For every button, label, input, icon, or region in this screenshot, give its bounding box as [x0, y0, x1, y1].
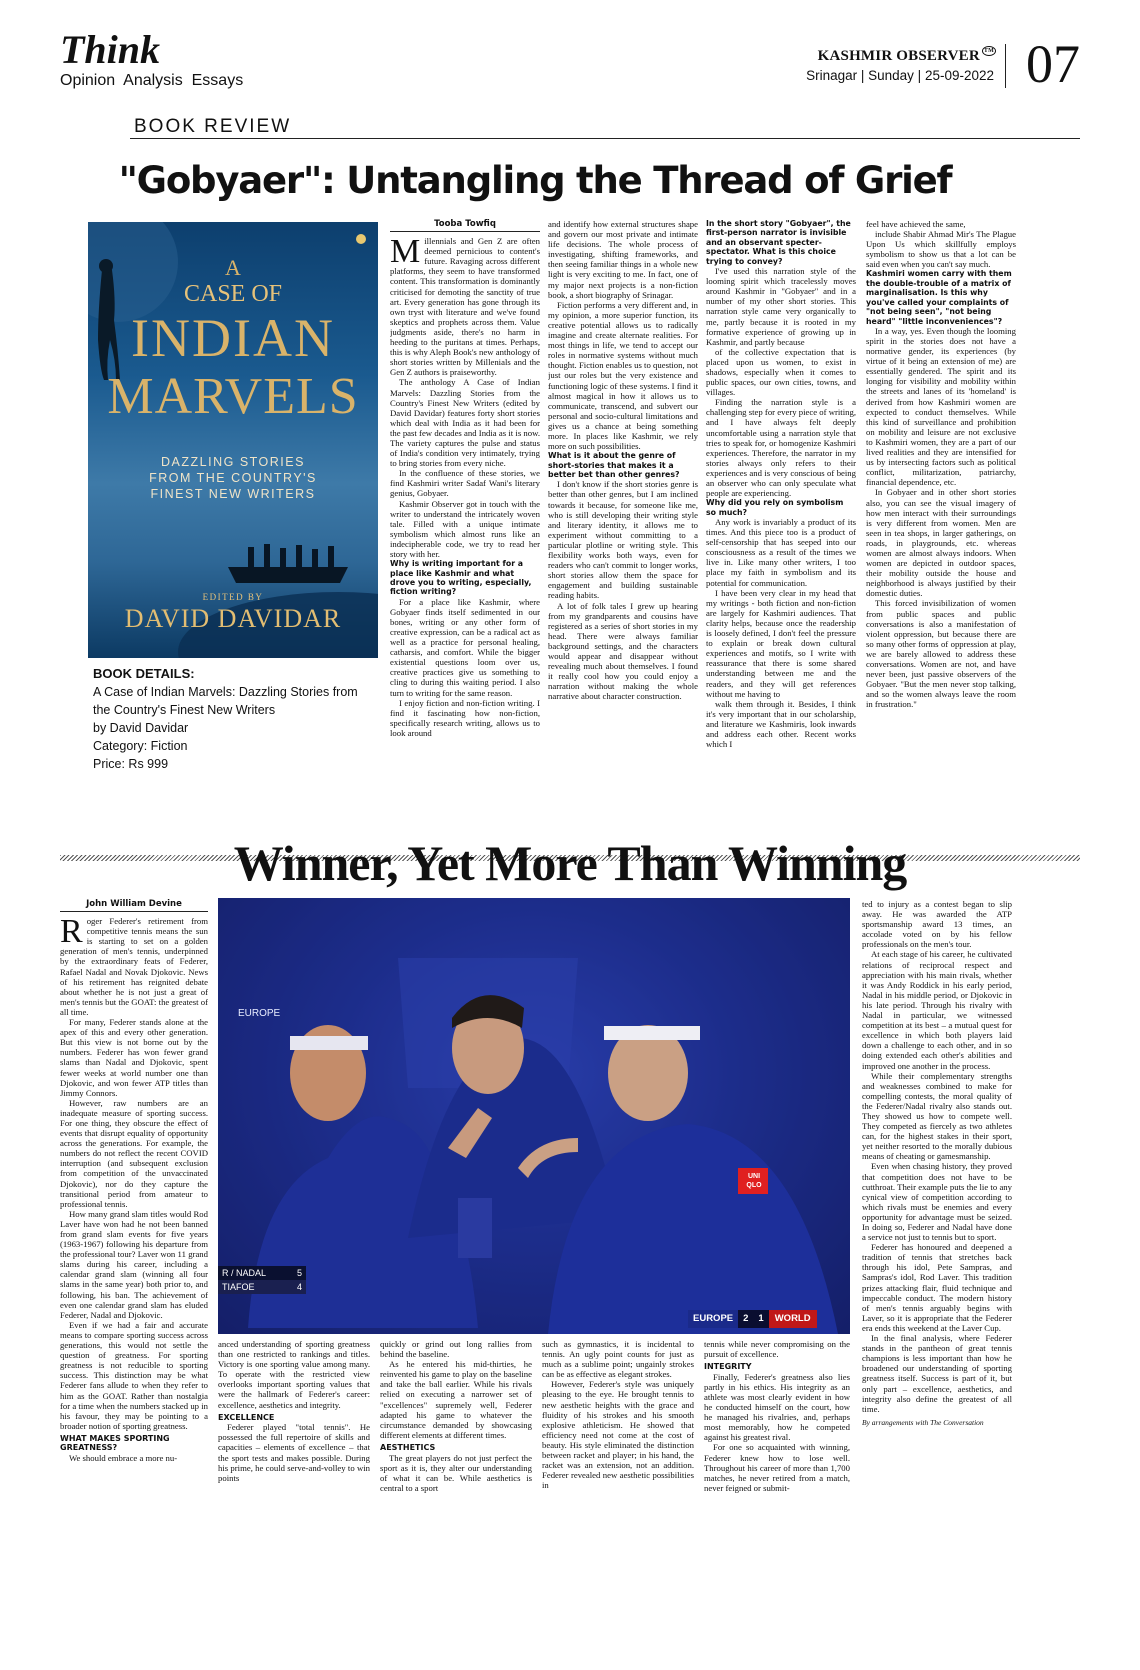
paragraph: In the confluence of these stories, we find Kashmiri writer Sadaf Wani's literary genius, Gobyaer.: [390, 468, 540, 499]
interview-question: In the short story "Gobyaer", the first-person narrator is invisible and an observant specter-spectator. What is this choice trying to convey?: [706, 219, 851, 266]
subheading: WHAT MAKES SPORTING GREATNESS?: [60, 1433, 170, 1453]
book-details-heading: BOOK DETAILS:: [93, 666, 195, 681]
kicker: BOOK REVIEW: [134, 116, 292, 137]
interview-question: Kashmiri women carry with them the double-trouble of a matrix of marginalisation. Is this why you've called your complaints of "not being seen", "not being heard" "little inconveniences"?: [866, 269, 1012, 326]
book-details-title: A Case of Indian Marvels: Dazzling Stories from the Country's Finest New Writers: [93, 685, 358, 717]
paragraph: Even when chasing history, they proved that competition does not have to be cutthroat. Their example puts the lie to any cynical view of competition according to which rivals must be enemies and every opportunity for advantage must be seized. In doing so, Federer and Nadal have done a service not just to tennis but to sport.: [862, 1161, 1012, 1243]
cover-editor: DAVID DAVIDAR: [124, 604, 342, 633]
book-details-category: Category: Fiction: [93, 739, 188, 753]
paragraph: and identify how external structures shape and govern our most private and intimate life decisions. The whole process of investigating, shifting frameworks, and then seeing familiar things in a whole new light is very exciting to me. In fact, one of my major next projects is a non-fiction book, a short biography of Srinagar.: [548, 219, 698, 300]
paragraph: The anthology A Case of Indian Marvels: Dazzling Stories from the Country's Finest New Writers (edited by David Davidar) features forty short stories which deal with India as it had been for the past few decades and India as it is now. The variety captures the pulse and status of India's condition very intimately, trying to bring stories from every niche.: [390, 377, 540, 469]
paragraph: of the collective expectation that is placed upon us women, to exist in shadows, especially when it comes to public spaces, our own cities, towns, and villages.: [706, 346, 856, 398]
paragraph: anced understanding of sporting greatness than one restricted to rankings and titles. Victory is one sporting value among many. To operate with the restricted view overlooks important sporting values that were the hallmark of Federer's career: excellence, aesthetics and integrity.: [218, 1339, 370, 1410]
paragraph: We should embrace a more nu-: [69, 1453, 178, 1464]
paper-name: KASHMIR OBSERVER ™: [817, 48, 994, 64]
paragraph: However, Federer's style was uniquely pleasing to the eye. He brought tennis to new aesthetic heights with the grace and fluidity of his strokes and his smooth explosive athleticism. He showed that efficiency need not come at the cost of beauty. His style eliminated the distinction between racket and player; in his hand, the racket was an extension, not an addition. Federer revealed new aesthetic possibilities in: [542, 1379, 694, 1491]
credit-line: By arrangements with The Conversation: [862, 1417, 984, 1427]
photo-illustration: [218, 898, 850, 1334]
paragraph: As he entered his mid-thirties, he reinvented his game to play on the baseline and take the ball earlier. While his rivals relied on executing a narrower set of "excellences" supremely well, Federer adapted his game to whatever the circumstance demanded by showcasing different elements at different times.: [380, 1359, 532, 1440]
shirt-logo: UNI QLO: [746, 1173, 762, 1189]
paragraph: Kashmir Observer got in touch with the writer to understand the intricately woven tale. Filled with a unique intimate symbolism which almost runs like an indecipherable code, we try to read her story with her.: [390, 498, 540, 559]
paragraph: ted to injury as a contest began to slip away. He was awarded the ATP sportsmanship award 13 times, an accolade voted on by his fellow professionals on the men's tour.: [862, 899, 1012, 950]
paragraph: I enjoy fiction and non-fiction writing. I find it fascinating how non-fiction, specifically research writing, allows us to look around: [390, 697, 540, 738]
paragraph: The great players do not just perfect the sport as it is, they alter our understanding of what it can be. While aesthetics is central to a sport: [380, 1452, 532, 1493]
scoreboard-courtside: R / NADAL 5 TIAFOE 4: [218, 1266, 306, 1294]
book-details-price: Price: Rs 999: [93, 757, 169, 771]
article1-column-1: Tooba Towfiq Millennials and Gen Z are often deemed pernicious to content's future. Ravaging across different platforms, they seem to have transformed content. This transformation is dominantly criticised for demoting the sanctity of true art. Every generation has gone through its own tryst with literature and we've found skeptics and prophets across them. Value judgments aside, there's no harm in heeding to the puritans at times. Perhaps, this is why Aleph Book's new anthology of short stories written by Millenials and the Gen Z authors is praiseworthy. The anthology A Case of Indian Marvels: Dazzling Stories from the Country's Finest New Writers (edited by David Davidar) features forty short stories which deal with India as it had been for the past few decades and India as it is now. The variety captures the pulse and status of India's condition very intimately, trying to bring stories from every niche. In the confluence of these stories, we find Kashmiri writer Sadaf Wani's literary genius, Gobyaer. Kashmir Observer got in touch with the writer to understand the intricately woven tale. Filled with a unique intimate symbolism which almost runs like an indecipherable code, we try to read her story with her. Why is writing important for a place like Kashmir and what drove you to writing, especially, fiction writing? For a place like Kashmir, where Gobyaer finds itself sedimented in our bones, writing or any other form of creative expression, can be a radical act as well as a practice for personal healing, catharsis, and comfort. While the bigger existential questions loom over us, creative practices give us something to cling to during this waiting period. I also turn to writing for the same reason. I enjoy fiction and non-fiction writing. I find it fascinating how non-fiction, specifically research writing, allows us to look around: [390, 219, 540, 738]
subheading: AESTHETICS: [380, 1442, 436, 1452]
paragraph: I don't know if the short stories genre is better than other genres, but I am inclined towards it because, for someone like me, who is still developing their writing style and literary identity, it allows me to experiment without committing to a particular plotline or writing style. This flexibility works both ways, even for readers who can't commit to longer works, short stories allow them the space for engagement and building sustainable reading habits.: [548, 479, 698, 601]
paragraph: In Gobyaer and in other short stories also, you can see the visual imagery of how men interact with their surroundings is very different from women. Men are seen in tea shops, in larger gatherings, on roads, in playgrounds, etc. whereas women are almost always indoors. When women are depicted in outdoor spaces, their mobility outside the house and neighborhood is always justified by their domestic duties.: [866, 487, 1016, 599]
cover-tagline: DAZZLING STORIES FROM THE COUNTRY'S FINEST NEW WRITERS: [149, 455, 317, 501]
paragraph: tennis while never compromising on the pursuit of excellence.: [704, 1339, 850, 1360]
paragraph: However, raw numbers are an inadequate measure of sporting success. For one thing, they obscure the effect of events that disrupt equality of opportunity across the generations. For example, the numbers do not reflect the recent COVID interruption (and subsequent exclusion from competition of the unvaccinated Djokovic), nor do they capture the transitional period from amateur to professional tennis.: [60, 1097, 208, 1209]
interview-question: Why did you rely on symbolism so much?: [706, 498, 844, 517]
paragraph: A lot of folk tales I grew up hearing from my grandparents and cousins have registered as a series of short stories in my head. There were always familiar background settings, and the characters would appear and disappear without revealing much about themselves. I found it really cool how you could enjoy a narration without making the whole narrative about character construction.: [548, 600, 698, 702]
article2-column-b4: [704, 1339, 850, 1517]
article1-column-4: [866, 219, 1016, 775]
interview-question: Why is writing important for a place like Kashmir and what drove you to writing, especially, fiction writing?: [390, 559, 532, 597]
page-number: 07: [1026, 34, 1080, 94]
paragraph: walk them through it. Besides, I think it's very important that in our scholarship, and literature we Kashmiris, look inwards and address each other. Recent works which I: [706, 698, 856, 750]
paragraph: At each stage of his career, he cultivated relations of reciprocal respect and appreciation with his main rivals, whether it was Andy Roddick in his early period, Nadal in his middle period, or Djokovic in his late period. Through his rivalry with Nadal in particular, we witnessed competition at its best – a mutual quest for excellence in which both players laid down a challenge to each other, and in so doing extended each other's abilities and improved one another in the process.: [862, 949, 1012, 1071]
team-score-banner: EUROPE 2 1 WORLD: [688, 1310, 838, 1328]
paragraph: How many grand slam titles would Rod Laver have won had he not been banned from grand slam events for five years (1963-1967) following his departure from the professional tour? Laver won 11 grand slams during his career, including a calendar grand slam (winning all four slams in the same year) both prior to, and following, his ban. The achievement of even one calendar grand slam has eluded Federer, Nadal and Djokovic.: [60, 1208, 208, 1320]
paragraph: In a way, yes. Even though the looming spirit in the stories does not have a normative gender, its experiences (by virtue of it being an extension of me) are essentially gendered. The spirit and its longing for visibility and mobility within the streets and lanes of its 'homeland' is derived from how Kashmiri women are expected to conduct themselves. While this kind of surveillance and prohibition on mobility and leisure are not exclusive to Kashmiri women, they are a part of our lived realities and they are intensified for us by intersecting factors such as political conflict, militarization, patriarchy, financial dependence, etc.: [866, 325, 1016, 488]
paragraph: Fiction performs a very different and, in my opinion, a more superior function, its creative potential allows us to radically imagine and create alternate realities. For most things in life, we tend to accept our roles in normative systems without much thought. Fiction enables us to question, not just our roles but the very existence and functioning logic of these systems. I find it almost magical in how it allows us to communicate, transcend, and subvert our personal and socio-cultural limitations and gives us a chance at being something more. In places like Kashmir, we rely more on such possibilities.: [548, 299, 698, 452]
dropcap: M: [390, 233, 421, 271]
paragraph: I've used this narration style of the looming spirit which tracelessly moves around Kashmir in "Gobyaer" and in a number of my other short stories. This narration style came very organically to me, partly because it is rooted in my formative experience of growing up in Kashmir, and partly because: [706, 266, 856, 347]
paragraph: Any work is invariably a product of its times. And this piece too is a product of self-censorship that has seeped into our consciousness as a result of the times we live in. Like many other writers, I too place my faith in symbolism and its potential for communication.: [706, 517, 856, 588]
article1-column-2: [548, 219, 698, 775]
dropcap: R: [60, 913, 83, 951]
article1-column-3: [706, 219, 856, 775]
paragraph: Finally, Federer's greatness also lies partly in his ethics. His integrity as an athlete was most clearly evident in how he conducted himself on the court, how he managed his rivalries, and, perhaps most memorably, how he competed against his greatest rival.: [704, 1371, 850, 1443]
paragraph: I have been very clear in my head that my writings - both fiction and non-fiction are largely for Kashmiri audiences. That clarity helps, because once the readership is loosely defined, I don't feel the pressure to explain or break down cultural experiences and motifs, so I write with reassurance that there is some shared understanding between me and the readers, and they will get references without me having to: [706, 587, 856, 699]
paragraph: For many, Federer stands alone at the apex of this and every other generation. But this view is not borne out by the numbers. Federer has won fewer grand slams than Nadal and Djokovic, spent fewer weeks at world number one than Djokovic, and won fewer ATP titles than Jimmy Connors.: [60, 1017, 208, 1098]
section-title: Think: [60, 27, 161, 72]
trademark-mark: TM: [983, 48, 994, 54]
subheading: INTEGRITY: [704, 1362, 752, 1372]
paragraph: quickly or grind out long rallies from behind the baseline.: [380, 1339, 532, 1360]
paragraph: For one so acquainted with winning, Federer knew how to lose well. Throughout his career of more than 1,700 matches, he never retired from a match, never feigned or submit-: [704, 1442, 850, 1493]
paragraph: In the final analysis, where Federer stands in the pantheon of great tennis champions is less important than how he broadened our understanding of sporting greatness itself. Success is part of it, but only part – excellence, aesthetics, and integrity also define the greatest of all time.: [862, 1333, 1012, 1414]
section-rule: [130, 138, 1080, 139]
tennis-photo: [218, 898, 850, 1334]
paragraph: include Shabir Ahmad Mir's The Plague Upon Us which skillfully employs symbolism to show us that a lot can be said even when you can't say much.: [866, 229, 1016, 270]
paragraph: such as gymnastics, it is incidental to tennis. An ugly point counts for just as much as a sublime point; ungainly strokes can be as effective as elegant strokes.: [542, 1339, 694, 1380]
article2-column-b3: [542, 1339, 694, 1517]
article2-column-right: [862, 899, 1012, 1511]
interview-question: What is it about the genre of short-stories that makes it a better bet than other genres?: [548, 451, 680, 479]
cover-brand-dot: [356, 234, 366, 244]
article1-byline: Tooba Towfiq: [390, 219, 540, 232]
article2-column-1: John William Devine Roger Federer's retirement from competitive tennis means the sun is starting to set on a golden generation of men's tennis, underpinned by the extraordinary feats of Federer, Rafael Nadal and Novak Djokovic. News of his retirement has reignited debate about whether he is not just a great of men's tennis but the GOAT: the greatest of all time. For many, Federer stands alone at the apex of this and every other generation. But this view is not borne out by the numbers. Federer has won fewer grand slams than Nadal and Djokovic, spent fewer weeks at world number one than Djokovic, and won fewer ATP titles than Jimmy Connors. However, raw numbers are an inadequate measure of sporting success. For one thing, they obscure the effect of events that disrupt equality of opportunity across the generations. For example, the numbers do not reflect the recent COVID interruption (and subsequent exclusion from competition of the unvaccinated Djokovic), nor do they capture the transitional period from amateur to professional tennis. How many grand slam titles would Rod Laver have won had he not been banned from grand slam events for five years (1963-1967) following his departure from the professional tour? Laver won 11 grand slams during his career, including a calendar grand slam (winning all four slams in the same year) both prior to, and following, his ban. The achievement of even one calendar grand slam has eluded Federer, Nadal and Djokovic. Even if we had a fair and accurate means to compare sporting success across generations, this would not settle the question of greatness. For sporting greatness is not reducible to sporting success. This distinction may be what Federer fans allude to when they refer to him as the GOAT. Rather than nostalgia for a time when the numbers stacked up in his favour, they may be pointing to a broader notion of sporting greatness. WHAT MAKES SPORTING GREATNESS? We should embrace a more nu-: [60, 899, 208, 1464]
book-details-author: by David Davidar: [93, 721, 189, 735]
dateline: Srinagar | Sunday | 25-09-2022: [806, 68, 994, 83]
headline-2: Winner, Yet More Than Winning: [233, 835, 907, 891]
cover-edited-by: EDITED BY: [202, 592, 264, 602]
team-logo: EUROPE: [238, 1008, 281, 1019]
section-subtitle: Opinion Analysis Essays: [60, 72, 244, 89]
paragraph: feel have achieved the same,: [866, 219, 966, 229]
article2-byline: John William Devine: [60, 899, 208, 912]
headline: "Gobyaer": Untangling the Thread of Grief: [118, 159, 952, 202]
paragraph: While their complementary strengths and weaknesses combined to make for compelling contests, the moral quality of the Federer/Nadal rivalry also stands out. They showed us how to compete well. They competed as fiercely as two athletes can, for the highest stakes in their sport, yet neither resorted to the morally dubious means of cheating or gamesmanship.: [862, 1070, 1012, 1162]
book-cover: [88, 222, 378, 658]
article2-column-b2: [380, 1339, 532, 1517]
paragraph: For a place like Kashmir, where Gobyaer finds itself sedimented in our bones, writing or any other form of creative expression, can be a radical act as well as a practice for personal healing, catharsis, and comfort. While the bigger existential questions loom over us, creative practices give us something to cling to during this waiting period. I also turn to writing for the same reason.: [390, 596, 540, 698]
page-number-divider: [1005, 44, 1006, 88]
cover-title: A CASE OF INDIAN MARVELS: [107, 255, 359, 425]
paragraph: This forced invisibilization of women from public spaces and public conversations is also a manifestation of violent oppression, but because there are so many other forms of oppression at play, we are barely allowed to address these conversations. Women are not, and have never been, just passive observers of the Gobyaer. "But the men never stop talking, and so the women always leave the room in frustration.": [866, 598, 1016, 710]
subheading: EXCELLENCE: [218, 1412, 275, 1422]
paragraph: Finding the narration style is a challenging step for every piece of writing, and I have always felt deeply uncomfortable using a narration style that tries to speak for, or homogenize Kashmiri experiences. Therefore, the narrator in my stories always only refers to their experiences and is very conscious of being an observer who can only speculate what people are experiencing.: [706, 397, 856, 499]
paragraph: Federer played "total tennis". He possessed the full repertoire of skills and capacities – elements of excellence – that the sport tests and makes possible. During his prime, he could serve-and-volley to win points: [218, 1422, 370, 1483]
paragraph: Federer has honoured and deepened a tradition of tennis that stretches back through his idol, Pete Sampras, and Sampras's idol, Rod Laver. This tradition prizes attacking flair, fluid technique and impeccable conduct. The modern history of men's tennis arguably begins with Laver, so it is appropriate that the Federer era ends this weekend at the Laver Cup.: [862, 1242, 1012, 1333]
paragraph: Even if we had a fair and accurate means to compare sporting success across generations, this would not settle the question of greatness. For sporting greatness is not reducible to sporting success. This distinction may be what Federer fans allude to when they refer to him as the GOAT. Rather than nostalgia for a time when the numbers stacked up in his favour, they may be pointing to a broader notion of sporting greatness.: [60, 1319, 208, 1431]
article2-column-b1: [218, 1339, 370, 1517]
book-details: [93, 665, 378, 773]
